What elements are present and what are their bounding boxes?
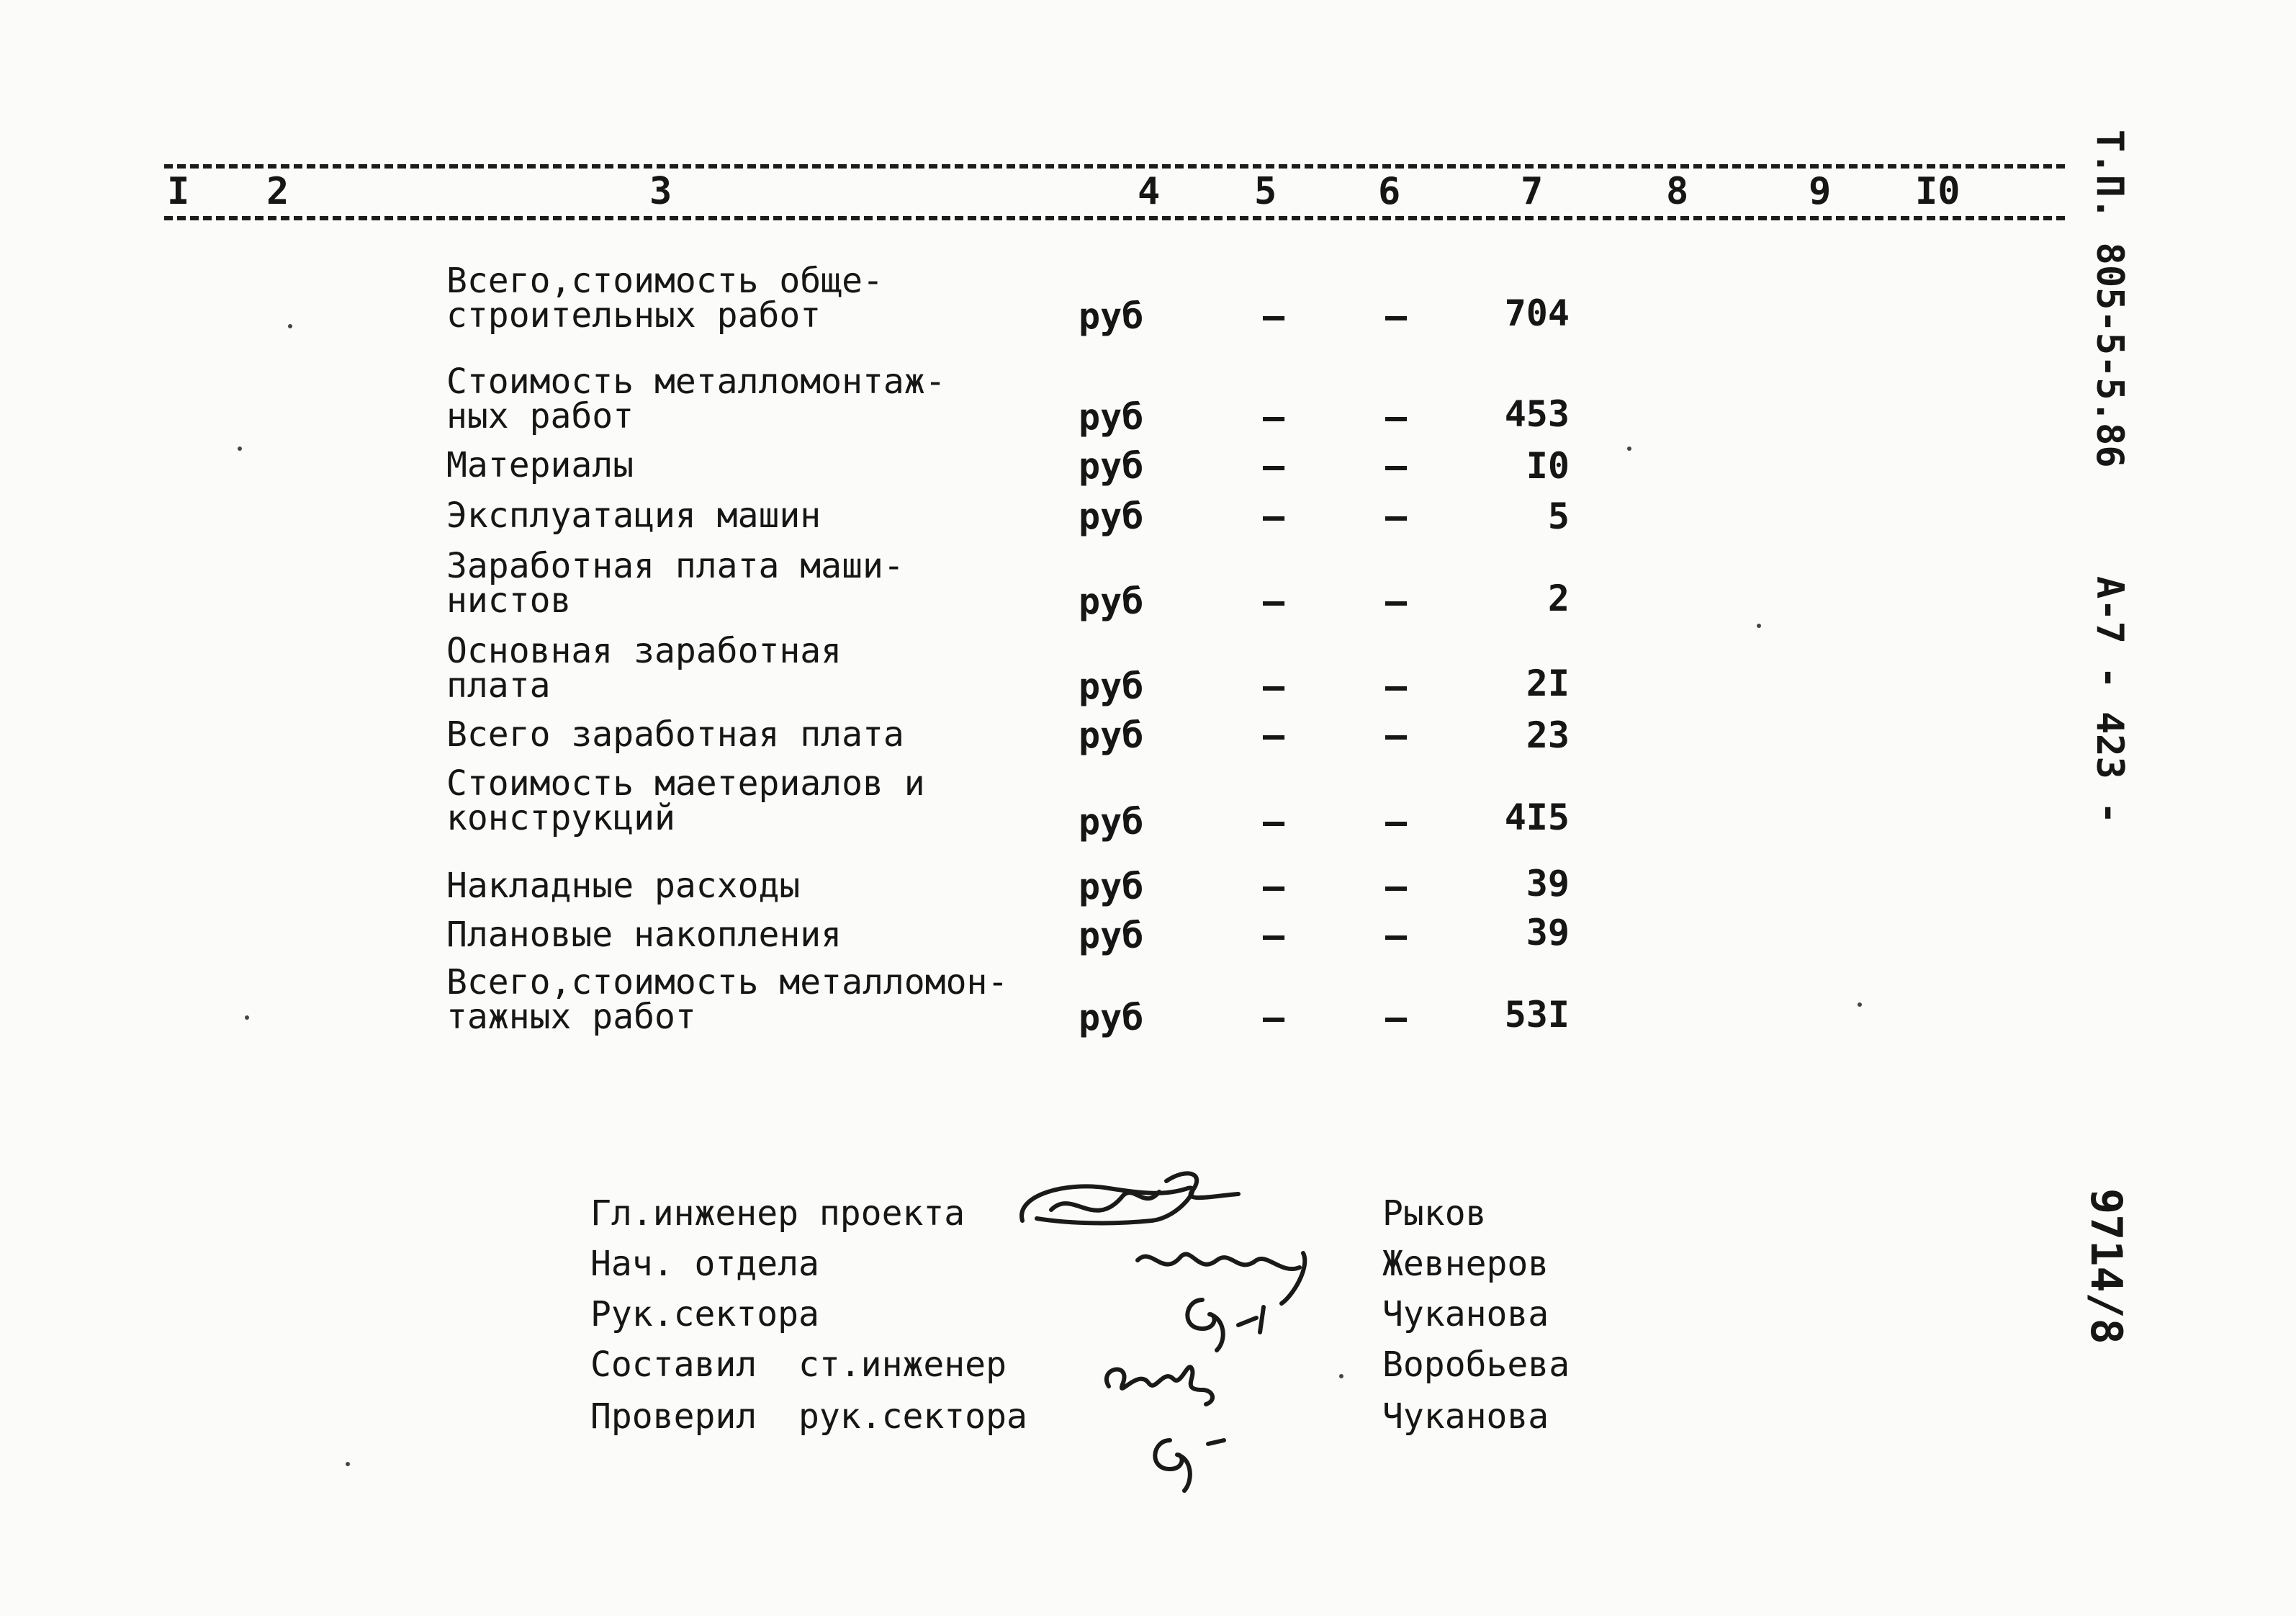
row-value: I0 — [1526, 445, 1570, 487]
row-description: Стоимость маетериалов и конструкций — [446, 763, 925, 838]
row-col6: – — [1385, 665, 1408, 707]
row-unit: руб — [1079, 495, 1144, 537]
row-unit: руб — [1079, 396, 1144, 438]
row-value: 39 — [1526, 863, 1570, 904]
row-col5: – — [1263, 445, 1285, 487]
row-col6: – — [1385, 295, 1408, 337]
document-number: 9714/8 — [2081, 1188, 2131, 1345]
row-col5: – — [1263, 665, 1285, 707]
signatory-name: Воробьева — [1382, 1345, 1570, 1385]
row-description: Заработная плата маши- нистов — [446, 546, 904, 621]
column-number: 5 — [1254, 170, 1277, 213]
row-value: 53I — [1504, 994, 1570, 1036]
column-number: 7 — [1521, 170, 1544, 213]
row-col5: – — [1263, 915, 1285, 956]
row-description: Накладные расходы — [446, 866, 801, 906]
row-description: Эксплуатация машин — [446, 495, 821, 536]
row-col5: – — [1263, 866, 1285, 907]
row-description: Всего,стоимость обще- строительных работ — [446, 261, 883, 336]
row-description: Материалы — [446, 445, 634, 485]
sheet-code: А-7 - 423 - — [2088, 576, 2131, 825]
signatory-name: Жевнеров — [1382, 1244, 1549, 1284]
row-unit: руб — [1079, 445, 1144, 487]
scan-speck — [238, 446, 242, 451]
signatory-name: Чуканова — [1382, 1294, 1549, 1334]
row-description: Всего,стоимость металломон- тажных работ — [446, 962, 1009, 1037]
column-number: 4 — [1138, 170, 1161, 213]
header-rule-top — [164, 164, 2065, 169]
scan-speck — [288, 324, 292, 328]
row-col5: – — [1263, 714, 1285, 756]
signatory-name: Рыков — [1382, 1193, 1487, 1234]
row-description: Всего заработная плата — [446, 714, 904, 755]
row-col5: – — [1263, 801, 1285, 843]
row-col6: – — [1385, 495, 1408, 537]
row-description: Стоимость металломонтаж- ных работ — [446, 362, 946, 436]
row-col5: – — [1263, 495, 1285, 537]
row-unit: руб — [1079, 866, 1144, 907]
scan-speck — [245, 1015, 249, 1020]
row-col5: – — [1263, 580, 1285, 622]
scan-speck — [346, 1462, 350, 1466]
scan-speck — [1339, 1374, 1343, 1378]
row-value: 2 — [1547, 578, 1570, 619]
row-unit: руб — [1079, 997, 1144, 1038]
row-col5: – — [1263, 295, 1285, 337]
row-value: 4I5 — [1504, 796, 1570, 838]
row-unit: руб — [1079, 295, 1144, 337]
signatory-title: Проверил рук.сектора — [590, 1396, 1027, 1437]
row-col6: – — [1385, 580, 1408, 622]
row-col6: – — [1385, 915, 1408, 956]
row-col5: – — [1263, 997, 1285, 1038]
signatory-title: Нач. отдела — [590, 1244, 819, 1284]
row-col6: – — [1385, 396, 1408, 438]
header-rule-bottom — [164, 216, 2065, 220]
column-number: 9 — [1809, 170, 1832, 213]
signatory-title: Рук.сектора — [590, 1294, 819, 1334]
row-col6: – — [1385, 801, 1408, 843]
row-unit: руб — [1079, 665, 1144, 707]
row-col6: – — [1385, 714, 1408, 756]
row-value: 5 — [1547, 495, 1570, 537]
signatory-title: Гл.инженер проекта — [590, 1193, 965, 1234]
row-unit: руб — [1079, 580, 1144, 622]
column-number: 2 — [266, 170, 289, 213]
column-number: I — [167, 170, 190, 213]
scan-speck — [1757, 624, 1761, 628]
row-col6: – — [1385, 997, 1408, 1038]
row-value: 704 — [1504, 292, 1570, 334]
row-description: Основная заработная плата — [446, 631, 842, 706]
row-value: 2I — [1526, 663, 1570, 704]
column-number: I0 — [1915, 170, 1960, 213]
row-col5: – — [1263, 396, 1285, 438]
row-value: 39 — [1526, 912, 1570, 953]
column-number: 3 — [649, 170, 672, 213]
scan-speck — [1627, 446, 1631, 451]
row-col6: – — [1385, 866, 1408, 907]
column-number: 8 — [1666, 170, 1689, 213]
scan-speck — [1858, 1002, 1862, 1007]
handwritten-signatures — [1008, 1152, 1368, 1512]
signatory-title: Составил ст.инженер — [590, 1345, 1007, 1385]
signatory-name: Чуканова — [1382, 1396, 1549, 1437]
row-unit: руб — [1079, 714, 1144, 756]
column-number: 6 — [1378, 170, 1401, 213]
row-description: Плановые накопления — [446, 915, 842, 955]
drawing-code: Т.П. 805-5-5.86 — [2088, 130, 2131, 468]
row-col6: – — [1385, 445, 1408, 487]
row-unit: руб — [1079, 915, 1144, 956]
row-value: 453 — [1504, 393, 1570, 435]
row-value: 23 — [1526, 714, 1570, 756]
row-unit: руб — [1079, 801, 1144, 843]
